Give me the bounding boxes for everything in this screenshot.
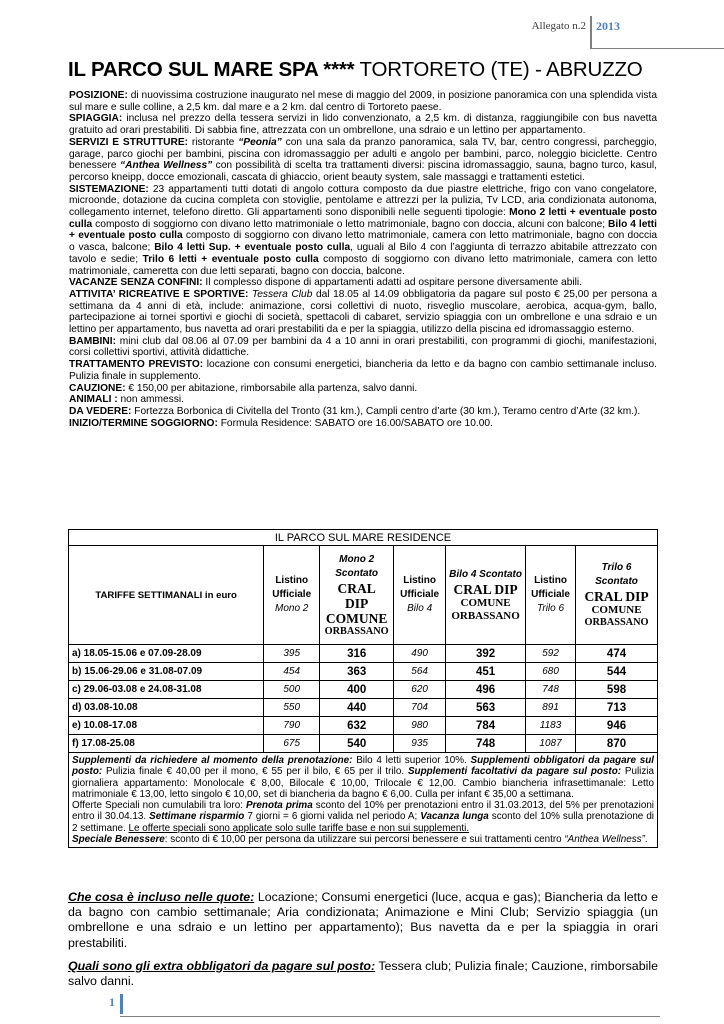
bilo4-label: Bilo 4 letti + eventuale posto culla — [69, 218, 657, 242]
extras-label: Quali sono gli extra obbligatori da pagare sul posto: — [68, 958, 376, 973]
rate-listino: 680 — [526, 663, 576, 681]
vedere-label: DA VEDERE: — [69, 405, 132, 417]
rate-listino: 564 — [394, 663, 446, 681]
attivita-text: dal 18.05 al 14.09 obbligatoria da pagare sul posto € 25,00 per persona a settimana da 4 anni di età, include: animazione, corsi collettivi di nuoto, risveglio muscolare, aerobica, acqua-gym, ballo, partecipazione ai tornei sportivi e giochi di società, spettacoli di cabaret, servizio spiaggia con un ombrellone e una sdraio e un lettino per appartamento, bus navetta ad orari prestabiliti da e per la spiaggia, utilizzo della piscina ed idromassaggio esterno. — [69, 288, 657, 336]
listino-text: Listino — [275, 575, 309, 586]
summary-block — [68, 890, 658, 997]
bambini-label: BAMBINI: — [69, 335, 116, 347]
ufficiale-text: Ufficiale — [272, 589, 312, 600]
allegato-label: Allegato n.2 — [531, 20, 586, 32]
servizi-text-3: con possibilità di scelta tra trattamenti diversi: piscina idromassaggio, sauna, bagno turco, kasul, percorso kneipp, docce emozionali, cascata di ghiaccio, orient beauty system, sale massaggi e trattamenti estetici. — [69, 160, 657, 183]
cral-dip-text: CRAL DIP — [584, 589, 649, 604]
rate-listino: 592 — [526, 645, 576, 663]
sistemazione-text: 23 appartamenti tutti dotati di angolo cottura composto da due piastre elettriche, frigo con vano congelatore, microonde, dotazione da cucina completa con stoviglie, pentolame e attrezzi per la pulizia, Tv LCD, aria condizionata autonoma, collegamento internet, telefono diretto. Gli appartamenti sono disponibili nelle seguenti tipologie: — [69, 183, 657, 219]
description-body — [69, 90, 657, 429]
rate-scontato: 496 — [446, 681, 526, 699]
posizione-text: di nuovissima costruzione inaugurato nel mese di maggio del 2009, in posizione panoramica con una splendida vista sul mare e sulle colline, a 2,5 km. dal mare e a 2 km. dal centro di Tortoreto paese. — [69, 90, 657, 113]
note-text-9: : sconto di € 10,00 per persona da utilizzare sui percorsi benessere e sui trattamenti centro — [164, 834, 565, 846]
section-servizi — [69, 137, 657, 184]
section-cauzione — [69, 383, 657, 395]
bilo4sup-label: Bilo 4 letti Sup. + eventuale posto culla — [154, 242, 351, 254]
cral-text: CRAL — [337, 580, 376, 596]
note-text-1: Bilo 4 letti superior 10%. — [352, 755, 471, 766]
rates-table — [68, 529, 658, 848]
col-label: TARIFFE SETTIMANALI in euro — [69, 546, 264, 645]
table-title: IL PARCO SUL MARE RESIDENCE — [69, 530, 658, 546]
rate-period: f) 17.08-25.08 — [69, 735, 264, 753]
rate-listino: 500 — [264, 681, 320, 699]
extras-text: Tessera club; Pulizia finale; Cauzione, rimborsabile salvo danni. — [68, 958, 658, 989]
bambini-text: mini club dal 08.06 al 07.09 per bambini da 4 a 10 anni in orari prestabiliti, con programmi di giochi, manifestazioni, corsi collettivi sportivi, attività didattiche. — [69, 335, 657, 359]
section-vacanze — [69, 277, 657, 289]
rate-period: c) 29.06-03.08 e 24.08-31.08 — [69, 681, 264, 699]
ufficiale-text: Ufficiale — [531, 589, 570, 600]
rate-scontato: 870 — [576, 735, 658, 753]
attivita-label: ATTIVITA’ RICREATIVE E SPORTIVE: — [69, 288, 249, 300]
note-vacanza-lunga: Vacanza lunga — [420, 811, 489, 823]
col-scontato-bilo — [446, 546, 526, 645]
section-sistemazione — [69, 184, 657, 278]
col-listino-mono — [264, 546, 320, 645]
rate-listino: 704 — [394, 699, 446, 717]
rate-rows — [69, 645, 658, 753]
trattamento-text: locazione con consumi energetici, biancheria da letto e da bagno con cambio settimanale incluso. Pulizia finale in supplemento. — [69, 359, 657, 382]
posizione-label: POSIZIONE: — [69, 90, 128, 101]
header-rule — [590, 48, 724, 49]
cral-dip-text: CRAL DIP — [453, 581, 518, 597]
section-vedere — [69, 406, 657, 418]
rate-period: b) 15.06-29.06 e 31.08-07.09 — [69, 663, 264, 681]
rate-row — [69, 717, 658, 735]
comune-text: COMUNE — [460, 596, 511, 609]
cauzione-label: CAUZIONE: — [69, 382, 126, 394]
rate-scontato: 748 — [446, 735, 526, 753]
rate-scontato: 316 — [320, 645, 394, 663]
extras-paragraph — [68, 959, 658, 989]
note-supp-prenotazione: Supplementi da richiedere al momento della prenotazione: — [72, 755, 353, 766]
header-year: 2013 — [596, 19, 620, 33]
servizi-text-1: ristorante — [188, 136, 239, 148]
section-inizio — [69, 418, 657, 430]
comune-text: COMUNE — [325, 610, 388, 626]
mono-text: composto di soggiorno con divano letto matrimoniale o letto matrimoniale, bagno con doccia, alcuni con balcone; — [92, 218, 609, 230]
rate-listino: 675 — [264, 735, 320, 753]
rate-listino: 1087 — [526, 735, 576, 753]
document-title — [68, 58, 668, 82]
cauzione-text: € 150,00 per abitazione, rimborsabile alla partenza, salvo danni. — [125, 382, 418, 394]
table-notes — [69, 753, 658, 848]
note-offerte: Offerte Speciali non cumulabili tra loro: — [72, 800, 246, 812]
rate-listino: 1183 — [526, 717, 576, 735]
vacanze-label: VACANZE SENZA CONFINI: — [69, 277, 203, 289]
rate-listino: 454 — [264, 663, 320, 681]
trilo-label: Trilo 6 letti + eventuale posto culla — [142, 253, 319, 265]
included-paragraph — [68, 890, 658, 951]
listino-text: Listino — [403, 575, 436, 586]
footer-bar — [120, 994, 123, 1014]
included-label: Che cosa è incluso nelle quote: — [68, 890, 255, 904]
hotel-name: IL PARCO SUL MARE SPA **** — [68, 58, 355, 81]
rate-scontato: 392 — [446, 645, 526, 663]
rate-listino: 490 — [394, 645, 446, 663]
rate-row — [69, 735, 658, 753]
trilo6-text: Trilo 6 — [537, 603, 565, 614]
servizi-text-2: con una sala da pranzo panoramica, sala TV, bar, centro congressi, parcheggio, garage, parco giochi per bambini, piscina con idromassaggio per adulti e angolo per bambini, parco, noleggio biciclette. Centro benessere — [69, 136, 657, 172]
col-listino-trilo — [526, 546, 576, 645]
rate-row — [69, 663, 658, 681]
sistemazione-label: SISTEMAZIONE: — [69, 183, 149, 195]
rate-scontato: 540 — [320, 735, 394, 753]
note-text-3: Pulizia giornaliera appartamento: Monolocale € 8,00, Bilocale € 10,00, Trilocale € 12,00. Cambio biancheria infrasettimanale: Letto matrimoniale € 13,00, letto singolo € 10,00, set di biancheria da bagno € 6,00. Culla per infant € 35,00 a settimana. — [72, 766, 654, 800]
col-scontato-trilo — [576, 546, 658, 645]
hotel-location: TORTORETO (TE) - ABRUZZO — [359, 58, 643, 81]
rate-listino: 891 — [526, 699, 576, 717]
note-text-9c: . — [644, 834, 648, 846]
bilo4-sc-text: Bilo 4 Scontato — [449, 568, 522, 580]
rate-scontato: 713 — [576, 699, 658, 717]
trattamento-label: TRATTAMENTO PREVISTO: — [69, 359, 204, 371]
note-underlined: Le offerte speciali sono applicate solo sulle tariffe base e non sui supplementi. — [128, 822, 470, 834]
rate-scontato: 632 — [320, 717, 394, 735]
rate-scontato: 451 — [446, 663, 526, 681]
rate-scontato: 563 — [446, 699, 526, 717]
rate-listino: 748 — [526, 681, 576, 699]
rate-row — [69, 645, 658, 663]
comune-text: COMUNE — [591, 604, 642, 616]
footer-rule — [120, 1016, 660, 1017]
rate-scontato: 544 — [576, 663, 658, 681]
peonia-name: “Peonia” — [238, 136, 282, 148]
rate-listino: 395 — [264, 645, 320, 663]
orbassano-text: ORBASSANO — [584, 617, 649, 628]
note-text-5: sconto del 10% per prenotazioni entro il 31.03.2013, del 5% per prenotazioni entro il 30.04.13. — [72, 800, 655, 823]
rate-row — [69, 681, 658, 699]
bilo4-text: composto di soggiorno con divano letto matrimoniale, camera con letto matrimoniale, bagno con doccia o vasca, balcone; — [69, 230, 657, 254]
bilo4-text: Bilo 4 — [407, 603, 433, 614]
rate-listino: 980 — [394, 717, 446, 735]
rate-row — [69, 699, 658, 717]
rate-listino: 935 — [394, 735, 446, 753]
rate-scontato: 474 — [576, 645, 658, 663]
note-text-6: 7 giorni = 6 giorni valida nel periodo A; — [244, 811, 421, 823]
rate-scontato: 363 — [320, 663, 394, 681]
note-supp-obbligatori: Supplementi obbligatori da pagare sul posto: — [72, 755, 654, 778]
listino-text: Listino — [534, 575, 567, 586]
animali-label: ANIMALI : — [69, 394, 118, 406]
anthea-name: “Anthea Wellness” — [120, 160, 213, 172]
dip-text: DIP — [345, 595, 369, 611]
section-trattamento — [69, 359, 657, 382]
page-header — [0, 14, 724, 36]
note-supp-facoltativi: Supplementi facoltativi da pagare sul posto: — [407, 766, 622, 778]
rate-scontato: 946 — [576, 717, 658, 735]
servizi-label: SERVIZI E STRUTTURE: — [69, 136, 189, 148]
note-prenota-prima: Prenota prima — [246, 800, 313, 812]
note-settimane-risparmio: Settimane risparmio — [149, 811, 245, 823]
scontato-text: Scontato — [595, 576, 638, 587]
note-text-7: sconto del 10% sulla prenotazione di 2 settimane. — [72, 811, 655, 834]
rate-period: a) 18.05-15.06 e 07.09-28.09 — [69, 645, 264, 663]
included-text: Locazione; Consumi energetici (luce, acqua e gas); Biancheria da letto e da bagno con cambio settimanale; Aria condizionata; Animazione e Mini Club; Servizio spiaggia (un ombrellone e una sdraio e un lettino per appartamento); Bus navetta da e per la spiaggia in orari prestabiliti. — [68, 890, 658, 950]
orbassano-text: ORBASSANO — [324, 625, 389, 637]
bilo4sup-text: , uguali al Bilo 4 con l’aggiunta di terrazzo abitabile attrezzato con tavolo e sedie; — [69, 242, 657, 265]
rate-scontato: 598 — [576, 681, 658, 699]
header-separator — [590, 16, 592, 48]
section-bambini — [69, 336, 657, 359]
section-spiaggia — [69, 113, 657, 136]
section-animali — [69, 394, 657, 406]
rate-listino: 790 — [264, 717, 320, 735]
rate-listino: 550 — [264, 699, 320, 717]
tessera-club: Tessera Club — [248, 288, 313, 300]
section-attivita — [69, 289, 657, 336]
col-scontato-mono — [320, 546, 394, 645]
note-anthea: “Anthea Wellness” — [564, 834, 645, 846]
trilo-text: composto di soggiorno con divano letto matrimoniale, camera con letto matrimoniale, cameretta con due letti separati, bagno con doccia, balcone. — [69, 253, 657, 277]
mono2-text: Mono 2 — [275, 603, 309, 614]
rate-scontato: 400 — [320, 681, 394, 699]
col-listino-bilo — [394, 546, 446, 645]
ufficiale-text: Ufficiale — [400, 589, 440, 600]
animali-text: non ammessi. — [117, 394, 184, 406]
inizio-label: INIZIO/TERMINE SOGGIORNO: — [69, 417, 218, 429]
inizio-text: Formula Residence: SABATO ore 16.00/SABATO ore 10.00. — [217, 417, 493, 429]
table-header-row — [69, 546, 658, 645]
scontato-text: Scontato — [335, 567, 379, 579]
spiaggia-label: SPIAGGIA: — [69, 113, 123, 125]
trilo6-sc-text: Trilo 6 — [601, 562, 632, 573]
section-posizione — [69, 90, 657, 113]
vedere-text: Fortezza Borbonica di Civitella del Tronto (31 km.), Campli centro d’arte (30 km.), Teramo centro d’Arte (32 km.). — [131, 405, 641, 417]
rate-listino: 620 — [394, 681, 446, 699]
orbassano-text: ORBASSANO — [451, 609, 520, 622]
page-number: 1 — [109, 995, 115, 1009]
rate-scontato: 440 — [320, 699, 394, 717]
rate-period: d) 03.08-10.08 — [69, 699, 264, 717]
rate-scontato: 784 — [446, 717, 526, 735]
rate-period: e) 10.08-17.08 — [69, 717, 264, 735]
vacanze-text: Il complesso dispone di appartamenti adatti ad ospitare persone diversamente abili. — [202, 277, 582, 289]
spiaggia-text: inclusa nel prezzo della tessera servizi in lido convenzionato, a 2,5 km. di distanza, raggiungibile con bus navetta gratuito ad orari prestabiliti. Di sabbia fine, attrezzata con un ombrellone, una sdraio e un lettino per appartamento. — [69, 113, 657, 137]
note-speciale-benessere: Speciale Benessere — [72, 834, 165, 846]
mono-label: Mono 2 letti + eventuale posto culla — [69, 207, 657, 230]
mono2-sc-text: Mono 2 — [339, 553, 375, 565]
note-text-2: Pulizia finale € 40,00 per il mono, € 55 per il bilo, € 65 per il trilo. — [102, 766, 408, 778]
